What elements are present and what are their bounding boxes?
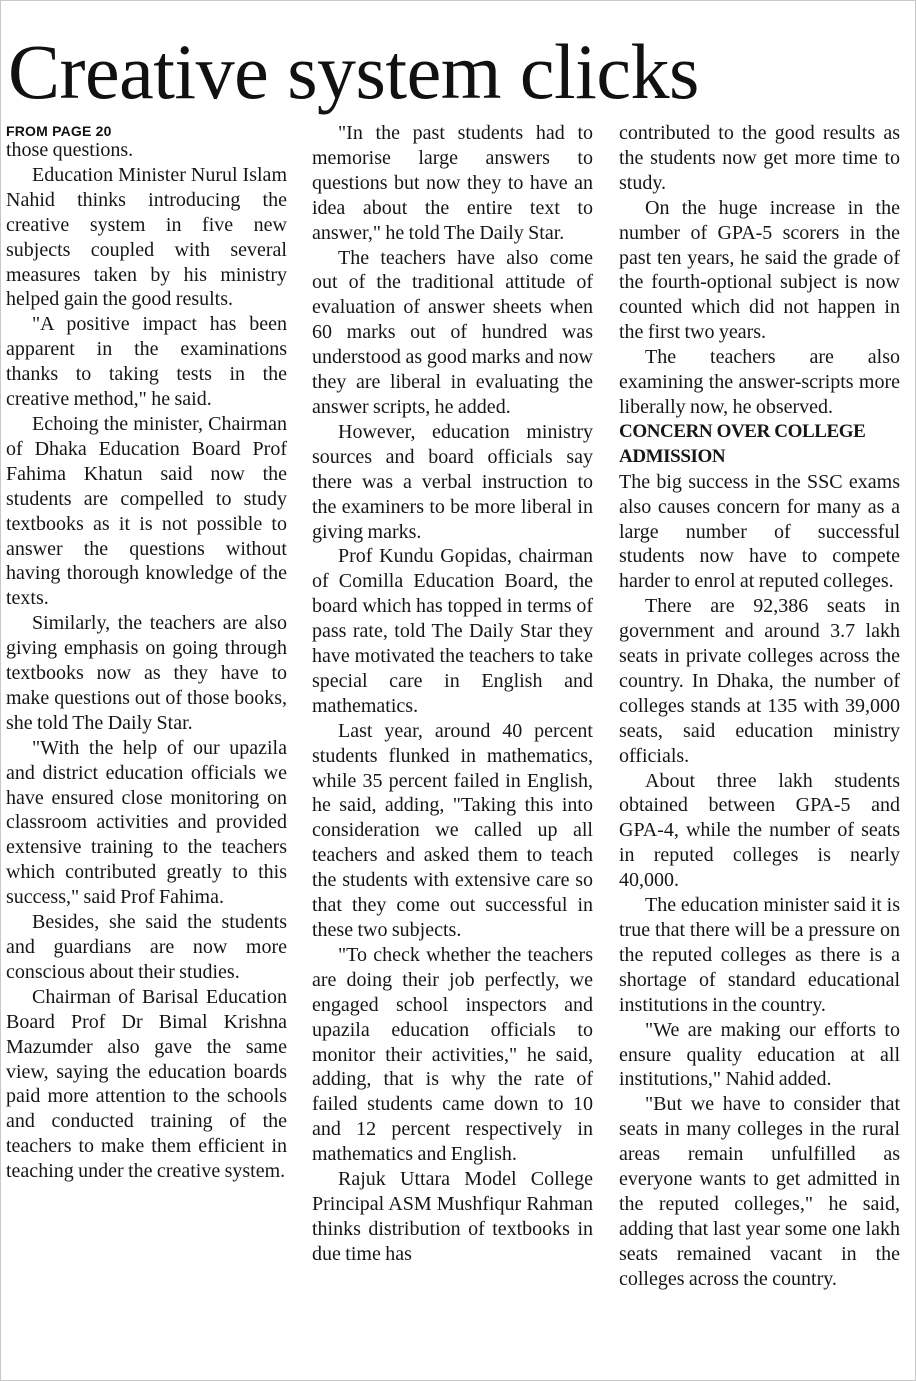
paragraph: The teachers have also come out of the traditional attitude of evaluation of answer sheets when 60 marks out of hundred was understood as good marks and now they are liberal in evaluating the answer scripts, he added. [312, 246, 593, 418]
paragraph: Chairman of Barisal Education Board Prof Dr Bimal Krishna Mazumder also gave the same view, saying the education boards paid more attention to the schools and conducted training of the teachers to make them efficient in teaching under the creative system. [6, 985, 287, 1183]
paragraph: "But we have to consider that seats in many colleges in the rural areas remain unfulfilled as everyone wants to get admitted in the reputed colleges," he said, adding that last year some one lakh seats remained vacant in the colleges across the country. [619, 1093, 900, 1290]
article-column-1 [6, 121, 287, 1184]
paragraph: "To check whether the teachers are doing their job perfectly, we engaged school inspectors and upazila education officials to monitor their activities," he said, adding, that is why the rate of failed students came down to 10 and 12 percent respectively in mathematics and English. [312, 943, 593, 1166]
subheading: CONCERN OVER COLLEGE ADMISSION [619, 420, 866, 467]
article-column-2 [312, 121, 593, 1267]
article-column-3 [619, 121, 900, 1292]
headline: Creative system clicks [8, 28, 699, 115]
paragraph: Besides, she said the students and guardians are now more conscious about their studies. [6, 911, 287, 983]
paragraph: those questions. [6, 139, 134, 161]
paragraph: "A positive impact has been apparent in the examinations thanks to taking tests in the creative method," he said. [6, 313, 287, 411]
paragraph: Last year, around 40 percent students flunked in mathematics, while 35 percent failed in English, he said, adding, "Taking this into consideration we called up all teachers and asked them to teach the students with extensive care so that they come out successful in these two subjects. [312, 719, 593, 941]
continued-from-label: FROM PAGE 20 [6, 123, 112, 139]
paragraph: Rajuk Uttara Model College Principal ASM Mushfiqur Rahman thinks distribution of textbooks in due time has [312, 1168, 593, 1265]
paragraph: The education minister said it is true that there will be a pressure on the reputed colleges as there is a shortage of standard educational institutions in the country. [619, 894, 900, 1016]
paragraph: The big success in the SSC exams also causes concern for many as a large number of successful students now have to compete harder to enrol at reputed colleges. [619, 470, 900, 593]
paragraph: However, education ministry sources and board officials say there was a verbal instruction to the examiners to be more liberal in giving marks. [312, 420, 593, 543]
paragraph: Similarly, the teachers are also giving emphasis on going through textbooks now as they have to make questions out of those books, she told The Daily Star. [6, 612, 287, 734]
paragraph: "With the help of our upazila and district education officials we have ensured close monitoring on classroom activities and provided extensive training to the teachers which contributed greatly to this success," said Prof Fahima. [6, 736, 287, 909]
paragraph: Prof Kundu Gopidas, chairman of Comilla Education Board, the board which has topped in terms of pass rate, told The Daily Star they have motivated the teachers to take special care in English and mathematics. [312, 545, 593, 717]
paragraph: On the huge increase in the number of GPA-5 scorers in the past ten years, he said the grade of the fourth-optional subject is now counted which did not happen in the first two years. [619, 196, 900, 344]
paragraph: "In the past students had to memorise large answers to questions but now they to have an idea about the entire text to answer," he told The Daily Star. [312, 122, 593, 244]
paragraph: The teachers are also examining the answer-scripts more liberally now, he observed. [619, 346, 900, 418]
paragraph: Echoing the minister, Chairman of Dhaka Education Board Prof Fahima Khatun said now the students are compelled to study textbooks as it is not possible to answer the questions without having thorough knowledge of the texts. [6, 412, 287, 610]
paragraph: About three lakh students obtained between GPA-5 and GPA-4, while the number of seats in reputed colleges is nearly 40,000. [619, 769, 900, 892]
paragraph: There are 92,386 seats in government and around 3.7 lakh seats in private colleges across the country. In Dhaka, the number of colleges stands at 135 with 39,000 seats, said education ministry officials. [619, 595, 900, 767]
paragraph: Education Minister Nurul Islam Nahid thinks introducing the creative system in five new subjects coupled with several measures taken by his ministry helped gain the good results. [6, 163, 287, 311]
paragraph: contributed to the good results as the students now get more time to study. [619, 122, 900, 194]
paragraph: "We are making our efforts to ensure quality education at all institutions," Nahid added. [619, 1018, 900, 1091]
